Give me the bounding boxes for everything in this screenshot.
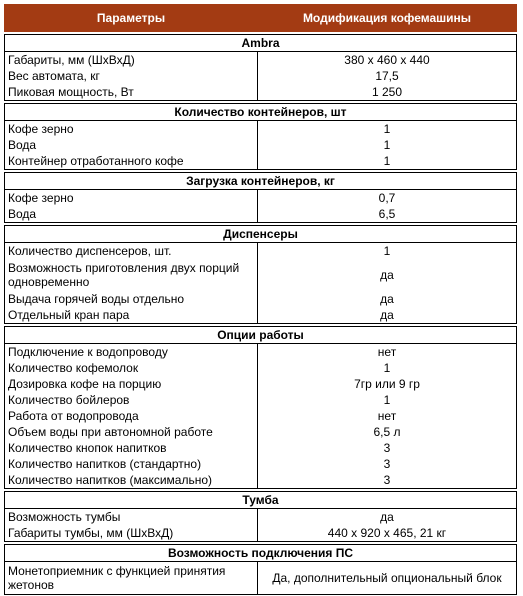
table-row bbox=[5, 190, 517, 207]
row-value: 1 bbox=[258, 121, 517, 138]
row-label: Возможность тумбы bbox=[5, 509, 258, 526]
row-label: Кофе зерно bbox=[5, 190, 258, 207]
table-row bbox=[5, 52, 517, 69]
section-title: Количество контейнеров, шт bbox=[5, 104, 517, 121]
row-label: Количество кнопок напитков bbox=[5, 440, 258, 456]
row-value: нет bbox=[258, 408, 517, 424]
row-value: 380 х 460 х 440 bbox=[258, 52, 517, 69]
section-title: Опции работы bbox=[5, 327, 517, 344]
table-row bbox=[5, 525, 517, 542]
table-row bbox=[5, 206, 517, 223]
spec-table bbox=[4, 4, 517, 595]
row-value: да bbox=[258, 291, 517, 307]
section-header-row bbox=[5, 35, 517, 52]
row-label: Количество напитков (максимально) bbox=[5, 472, 258, 489]
row-label: Монетоприемник с функцией принятия жетонов bbox=[5, 562, 258, 595]
row-label: Контейнер отработанного кофе bbox=[5, 153, 258, 170]
row-value: Да, дополнительный опциональный блок bbox=[258, 562, 517, 595]
row-label: Отдельный кран пара bbox=[5, 307, 258, 324]
row-value: 6,5 л bbox=[258, 424, 517, 440]
row-value: 7гр или 9 гр bbox=[258, 376, 517, 392]
section-header-row bbox=[5, 104, 517, 121]
table-row bbox=[5, 307, 517, 324]
row-value: 1 bbox=[258, 153, 517, 170]
row-value: 6,5 bbox=[258, 206, 517, 223]
row-label: Количество напитков (стандартно) bbox=[5, 456, 258, 472]
table-row bbox=[5, 84, 517, 101]
section-header-row bbox=[5, 226, 517, 243]
spec-table-container bbox=[4, 4, 516, 595]
table-row bbox=[5, 562, 517, 595]
row-label: Габариты, мм (ШхВхД) bbox=[5, 52, 258, 69]
table-row bbox=[5, 456, 517, 472]
row-value: 3 bbox=[258, 472, 517, 489]
table-row bbox=[5, 291, 517, 307]
header-model: Модификация кофемашины bbox=[258, 5, 517, 32]
table-row bbox=[5, 243, 517, 260]
table-row bbox=[5, 424, 517, 440]
row-label: Выдача горячей воды отдельно bbox=[5, 291, 258, 307]
section-title: Тумба bbox=[5, 492, 517, 509]
table-row bbox=[5, 344, 517, 361]
row-value: 3 bbox=[258, 456, 517, 472]
section-title: Диспенсеры bbox=[5, 226, 517, 243]
row-value: 1 bbox=[258, 137, 517, 153]
section-title: Загрузка контейнеров, кг bbox=[5, 173, 517, 190]
table-row bbox=[5, 376, 517, 392]
row-value: 17,5 bbox=[258, 68, 517, 84]
row-label: Дозировка кофе на порцию bbox=[5, 376, 258, 392]
row-label: Пиковая мощность, Вт bbox=[5, 84, 258, 101]
row-value: да bbox=[258, 259, 517, 291]
row-label: Работа от водопровода bbox=[5, 408, 258, 424]
row-value: 1 bbox=[258, 360, 517, 376]
row-label: Количество диспенсеров, шт. bbox=[5, 243, 258, 260]
row-label: Вода bbox=[5, 137, 258, 153]
row-value: да bbox=[258, 307, 517, 324]
row-value: 3 bbox=[258, 440, 517, 456]
row-label: Количество кофемолок bbox=[5, 360, 258, 376]
table-row bbox=[5, 392, 517, 408]
row-label: Габариты тумбы, мм (ШхВхД) bbox=[5, 525, 258, 542]
section-title: Возможность подключения ПС bbox=[5, 545, 517, 562]
row-label: Вода bbox=[5, 206, 258, 223]
header-params: Параметры bbox=[5, 5, 258, 32]
row-value: да bbox=[258, 509, 517, 526]
row-value: 0,7 bbox=[258, 190, 517, 207]
row-label: Кофе зерно bbox=[5, 121, 258, 138]
spec-table-body bbox=[5, 5, 517, 595]
row-value: нет bbox=[258, 344, 517, 361]
row-label: Объем воды при автономной работе bbox=[5, 424, 258, 440]
table-row bbox=[5, 360, 517, 376]
table-row bbox=[5, 440, 517, 456]
section-title: Ambra bbox=[5, 35, 517, 52]
table-row bbox=[5, 472, 517, 489]
table-row bbox=[5, 408, 517, 424]
row-label: Подключение к водопроводу bbox=[5, 344, 258, 361]
table-header-row bbox=[5, 5, 517, 32]
section-header-row bbox=[5, 545, 517, 562]
section-header-row bbox=[5, 173, 517, 190]
row-label: Вес автомата, кг bbox=[5, 68, 258, 84]
table-row bbox=[5, 509, 517, 526]
table-row bbox=[5, 137, 517, 153]
row-value: 1 bbox=[258, 243, 517, 260]
section-header-row bbox=[5, 327, 517, 344]
row-value: 1 bbox=[258, 392, 517, 408]
row-label: Возможность приготовления двух порций одновременно bbox=[5, 259, 258, 291]
table-row bbox=[5, 153, 517, 170]
row-value: 440 х 920 х 465, 21 кг bbox=[258, 525, 517, 542]
table-row bbox=[5, 68, 517, 84]
table-row bbox=[5, 259, 517, 291]
row-label: Количество бойлеров bbox=[5, 392, 258, 408]
row-value: 1 250 bbox=[258, 84, 517, 101]
table-row bbox=[5, 121, 517, 138]
section-header-row bbox=[5, 492, 517, 509]
